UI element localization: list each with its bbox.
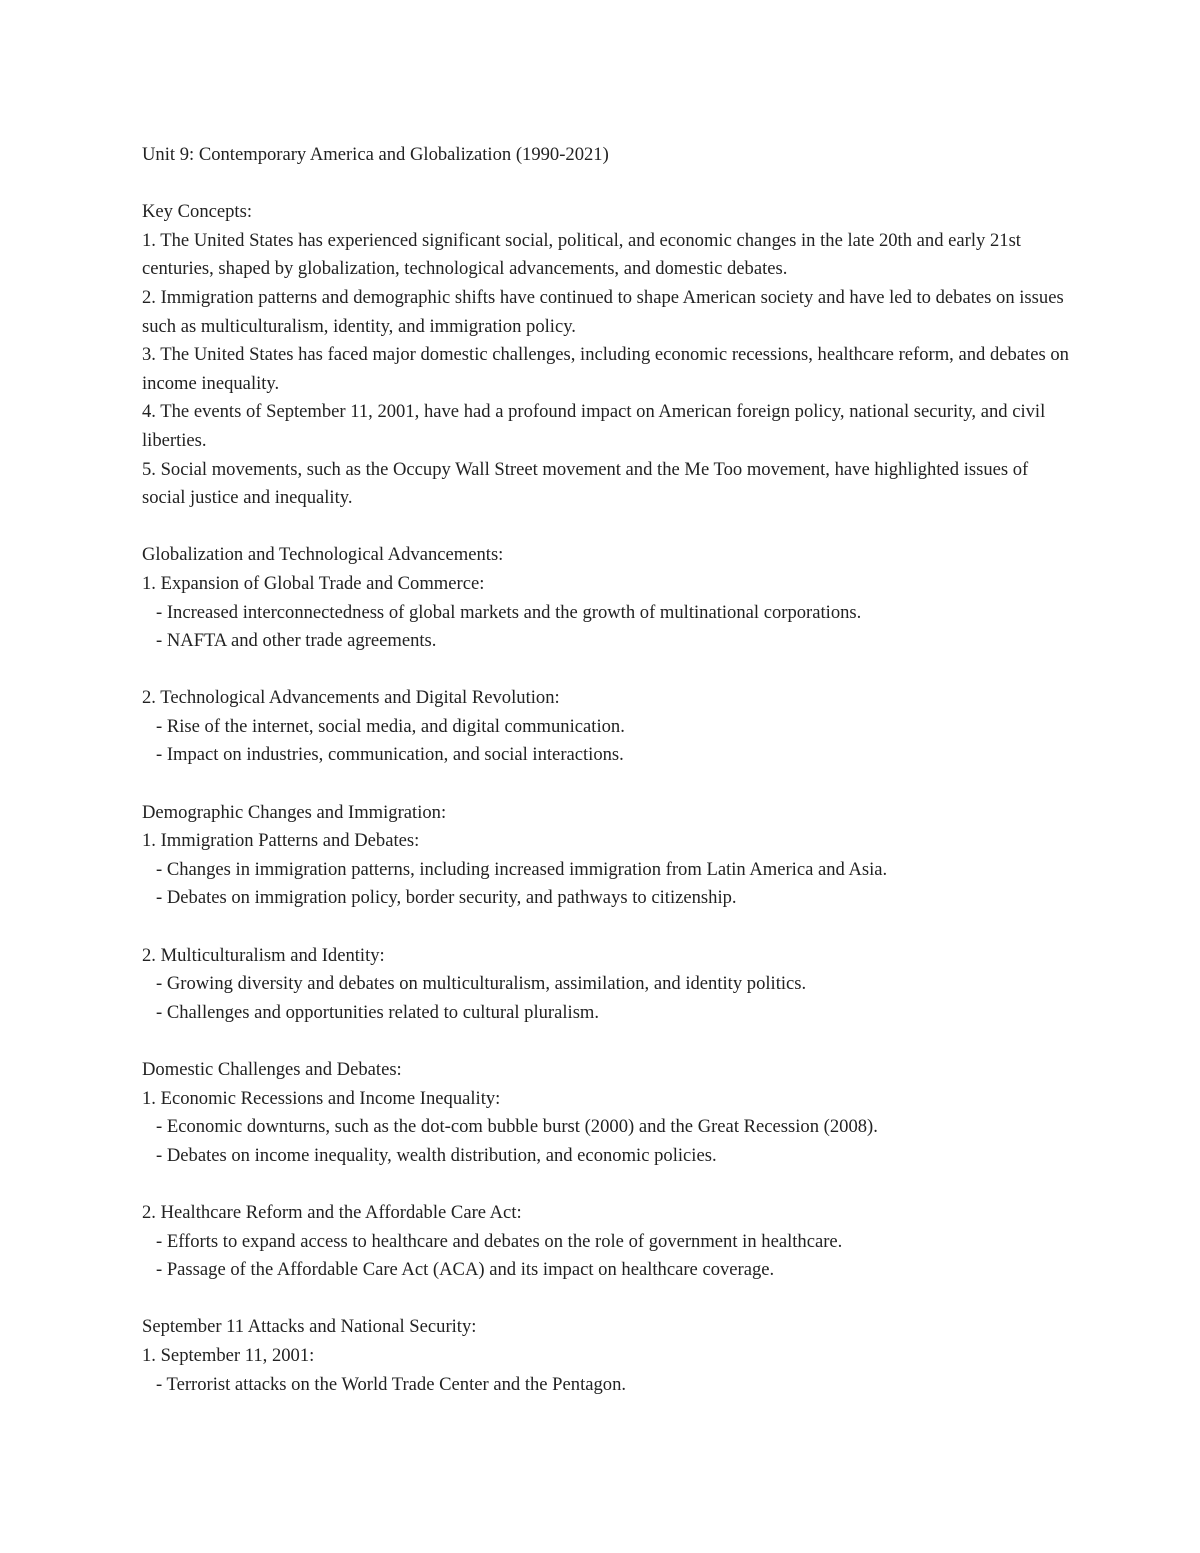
bullet-item: - Debates on income inequality, wealth distribution, and economic policies. xyxy=(156,1144,717,1166)
section-heading: Domestic Challenges and Debates: xyxy=(142,1059,402,1080)
bullet-item: - Impact on industries, communication, and social interactions. xyxy=(156,744,624,766)
key-concept-item: 1. The United States has experienced significant social, political, and economic changes in the late 20th and early 21st centuries, shaped by globalization, technological advancements, and domestic debates. xyxy=(142,229,1021,280)
subsection-title: 2. Multiculturalism and Identity: xyxy=(142,944,385,966)
bullet-item: - NAFTA and other trade agreements. xyxy=(156,630,437,652)
bullet-item: - Efforts to expand access to healthcare and debates on the role of government in healthcare. xyxy=(156,1230,843,1252)
spacer xyxy=(142,1027,1072,1056)
key-concept-item: 5. Social movements, such as the Occupy Wall Street movement and the Me Too movement, have highlighted issues of social justice and inequality. xyxy=(142,458,1029,509)
spacer xyxy=(142,1170,1072,1199)
bullet-item: - Rise of the internet, social media, and digital communication. xyxy=(156,715,625,737)
key-concepts-heading: Key Concepts: xyxy=(142,201,252,223)
bullet-item: - Changes in immigration patterns, including increased immigration from Latin America and Asia. xyxy=(156,858,888,880)
bullet-item: - Challenges and opportunities related to cultural pluralism. xyxy=(156,1001,600,1023)
subsection-title: 2. Technological Advancements and Digital Revolution: xyxy=(142,687,560,709)
spacer xyxy=(142,770,1072,799)
spacer xyxy=(142,1285,1072,1314)
bullet-item: - Economic downturns, such as the dot-com bubble burst (2000) and the Great Recession (2008). xyxy=(156,1116,878,1138)
bullet-item: - Growing diversity and debates on multiculturalism, assimilation, and identity politics. xyxy=(156,973,807,995)
subsection-title: 1. September 11, 2001: xyxy=(142,1344,315,1366)
bullet-item: - Passage of the Affordable Care Act (ACA) and its impact on healthcare coverage. xyxy=(156,1259,775,1281)
spacer xyxy=(142,656,1072,685)
subsection-title: 1. Economic Recessions and Income Inequality: xyxy=(142,1087,501,1109)
bullet-item: - Terrorist attacks on the World Trade Center and the Pentagon. xyxy=(156,1373,627,1395)
subsection-title: 2. Healthcare Reform and the Affordable Care Act: xyxy=(142,1201,522,1223)
section-heading: Demographic Changes and Immigration: xyxy=(142,801,447,823)
spacer xyxy=(142,513,1072,542)
document-page xyxy=(142,141,1072,1399)
spacer xyxy=(142,913,1072,942)
subsection-title: 1. Expansion of Global Trade and Commerce: xyxy=(142,572,485,594)
bullet-item: - Debates on immigration policy, border security, and pathways to citizenship. xyxy=(156,887,737,909)
subsection-title: 1. Immigration Patterns and Debates: xyxy=(142,830,420,852)
bullet-item: - Increased interconnectedness of global markets and the growth of multinational corporations. xyxy=(156,601,862,623)
spacer xyxy=(142,170,1072,199)
key-concept-item: 2. Immigration patterns and demographic shifts have continued to shape American society and have led to debates on issues such as multiculturalism, identity, and immigration policy. xyxy=(142,286,1064,337)
section-heading: Globalization and Technological Advancements: xyxy=(142,544,504,566)
document-title: Unit 9: Contemporary America and Globalization (1990-2021) xyxy=(142,144,609,165)
key-concept-item: 3. The United States has faced major domestic challenges, including economic recessions, healthcare reform, and debates on income inequality. xyxy=(142,344,1069,394)
key-concept-item: 4. The events of September 11, 2001, have had a profound impact on American foreign policy, national security, and civil liberties. xyxy=(142,401,1046,451)
section-heading: September 11 Attacks and National Security: xyxy=(142,1316,477,1338)
